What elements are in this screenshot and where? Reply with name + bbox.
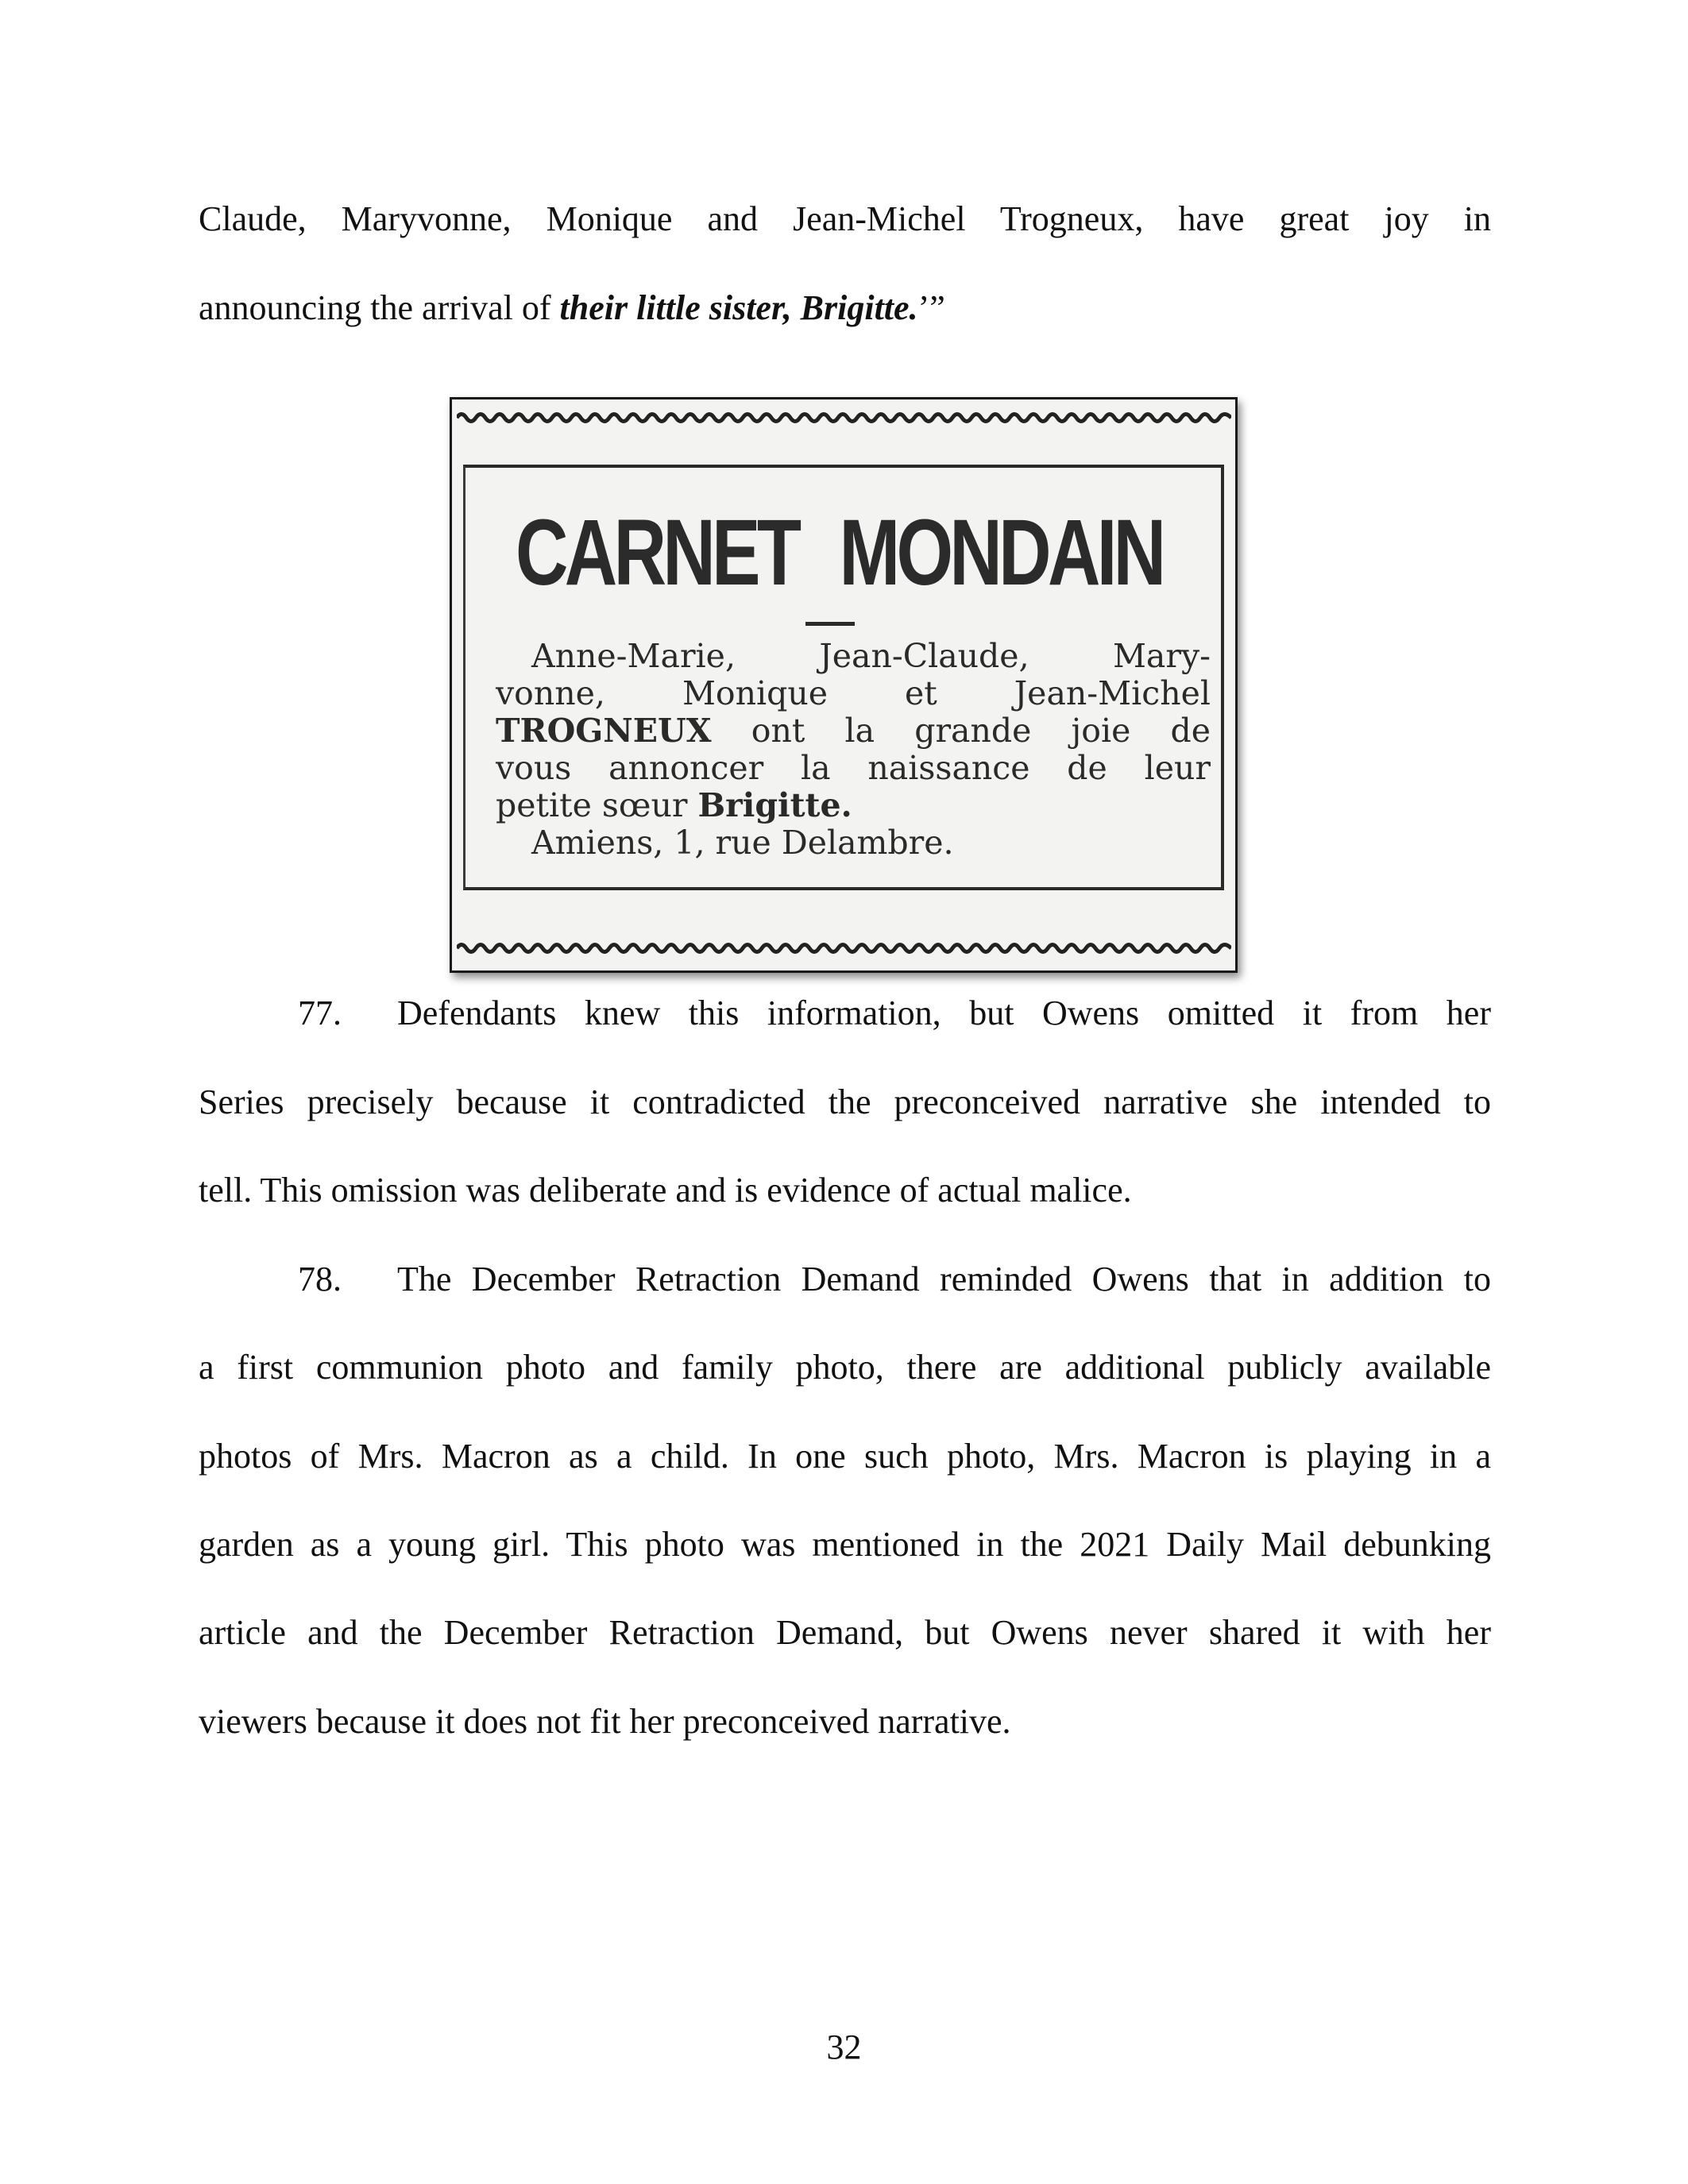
clipping-body — [496, 638, 1211, 862]
line-text: a first communion photo and family photo, there are additional publicly available — [199, 1348, 1491, 1387]
text-line — [199, 197, 1491, 241]
clipping-line — [496, 787, 1211, 824]
clipping-line — [496, 712, 1211, 750]
clipping-line: vonne, Monique et Jean-Michel — [496, 674, 1211, 712]
clipping-line: vous annoncer la naissance de leur — [496, 749, 1211, 787]
line-text: garden as a young girl. This photo was mentioned in the 2021 Daily Mail debunking — [199, 1525, 1491, 1564]
paragraph-number: 77. — [298, 994, 342, 1032]
clipping-text: ont la grande joie de — [711, 712, 1211, 750]
line-text: viewers because it does not fit her preconceived narrative. — [199, 1702, 1011, 1741]
paragraph-number: 78. — [298, 1260, 342, 1298]
text-line — [199, 1522, 1491, 1567]
clipping-title: CARNET MONDAIN — [516, 500, 1163, 605]
clipping-address: Amiens, 1, rue Delambre. — [531, 824, 954, 862]
newspaper-clipping — [450, 397, 1238, 973]
closing-quote: ’” — [917, 288, 945, 327]
text-line — [199, 1168, 1491, 1213]
text-line — [199, 1700, 1491, 1744]
text-line — [199, 1080, 1491, 1125]
paragraph-77-first-line — [199, 991, 1491, 1036]
emphasized-quote: their little sister, Brigitte. — [559, 288, 918, 327]
line-text: photos of Mrs. Macron as a child. In one such photo, Mrs. Macron is playing in a — [199, 1437, 1491, 1476]
text-line — [199, 1611, 1491, 1655]
line-text: announcing the arrival of — [199, 288, 560, 327]
line-text: article and the December Retraction Demand, but Owens never shared it with her — [199, 1613, 1491, 1652]
line-text: tell. This omission was deliberate and is evidence of actual malice. — [199, 1171, 1132, 1210]
line-text: Claude, Maryvonne, Monique and Jean-Michel Trogneux, have great joy in — [199, 199, 1491, 238]
text-line — [199, 1434, 1491, 1479]
line-text: Defendants knew this information, but Owens omitted it from her — [397, 994, 1491, 1032]
line-text: The December Retraction Demand reminded Owens that in addition to — [397, 1260, 1491, 1298]
clipping-name: Brigitte. — [697, 786, 852, 824]
line-text: Series precisely because it contradicted the preconceived narrative she intended to — [199, 1082, 1491, 1121]
clipping-text: petite sœur — [496, 786, 698, 824]
text-line — [199, 286, 1491, 330]
clipping-surname: TROGNEUX — [496, 712, 712, 750]
text-line — [199, 1345, 1491, 1390]
page-number: 32 — [826, 2028, 862, 2066]
wavy-border-top — [457, 409, 1231, 426]
paragraph-78-first-line — [199, 1257, 1491, 1302]
clipping-divider — [805, 622, 855, 626]
wavy-border-bottom — [457, 940, 1231, 957]
clipping-line: Anne-Marie, Jean-Claude, Mary- — [531, 637, 1211, 675]
